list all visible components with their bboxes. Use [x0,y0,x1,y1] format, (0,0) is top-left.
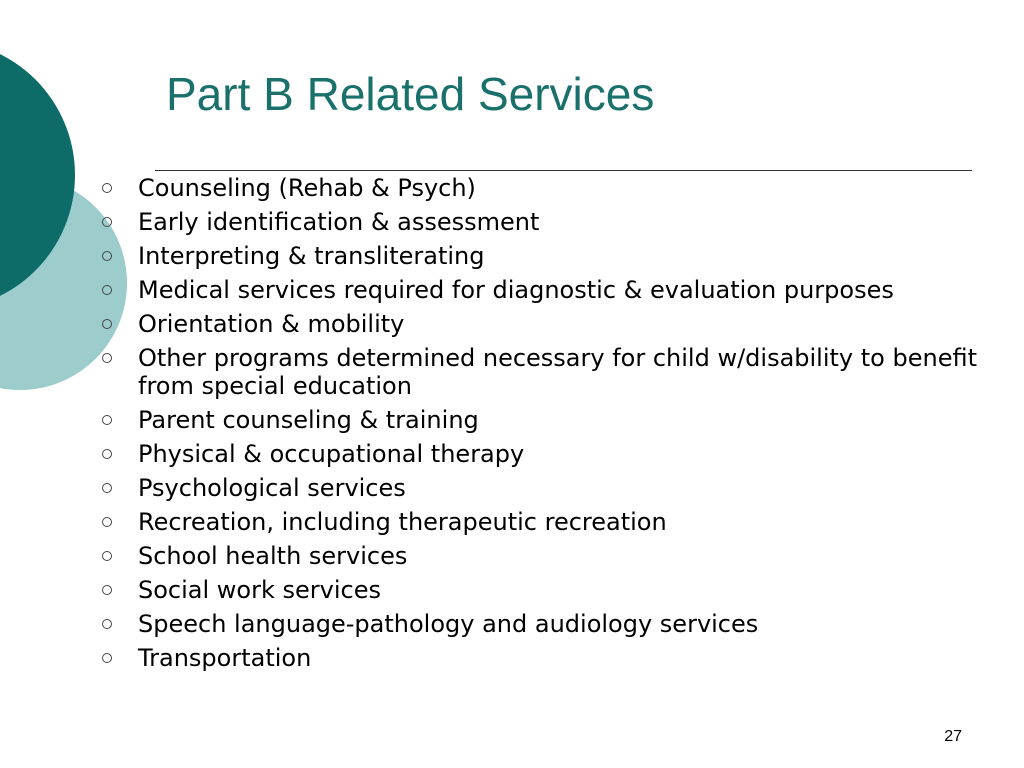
bullet-text: School health services [138,542,408,570]
hollow-circle-bullet-icon [102,285,112,295]
bullet-item [100,406,1000,434]
bullet-item [100,208,1000,236]
bullet-item [100,610,1000,638]
bullet-text: Social work services [138,576,381,604]
bullet-text: Counseling (Rehab & Psych) [138,174,476,202]
hollow-circle-bullet-icon [102,353,112,363]
bullet-item [100,542,1000,570]
hollow-circle-bullet-icon [102,551,112,561]
hollow-circle-bullet-icon [102,483,112,493]
hollow-circle-bullet-icon [102,653,112,663]
bullet-text: Transportation [138,644,312,672]
bullet-item [100,344,1000,400]
hollow-circle-bullet-icon [102,183,112,193]
bullet-item [100,242,1000,270]
bullet-text: Parent counseling & training [138,406,479,434]
bullet-item [100,310,1000,338]
bullet-item [100,644,1000,672]
bullet-text: Other programs determined necessary for child w/disability to benefit from special education [138,344,977,400]
slide-title: Part B Related Services [166,68,655,120]
bullet-text: Orientation & mobility [138,310,405,338]
hollow-circle-bullet-icon [102,251,112,261]
bullet-item [100,576,1000,604]
bullet-item [100,276,1000,304]
bullet-item [100,174,1000,202]
bullet-text: Physical & occupational therapy [138,440,525,468]
bullet-item [100,474,1000,502]
bullet-text: Interpreting & transliterating [138,242,485,270]
page-number: 27 [944,728,962,745]
hollow-circle-bullet-icon [102,517,112,527]
hollow-circle-bullet-icon [102,619,112,629]
bullet-text: Speech language-pathology and audiology services [138,610,759,638]
bullet-item [100,508,1000,536]
hollow-circle-bullet-icon [102,415,112,425]
hollow-circle-bullet-icon [102,449,112,459]
hollow-circle-bullet-icon [102,217,112,227]
bullet-list [100,174,1000,678]
hollow-circle-bullet-icon [102,319,112,329]
title-divider [155,170,972,171]
bullet-text: Medical services required for diagnostic & evaluation purposes [138,276,894,304]
bullet-text: Early identification & assessment [138,208,540,236]
bullet-text: Recreation, including therapeutic recreation [138,508,667,536]
bullet-item [100,440,1000,468]
bullet-text: Psychological services [138,474,406,502]
hollow-circle-bullet-icon [102,585,112,595]
